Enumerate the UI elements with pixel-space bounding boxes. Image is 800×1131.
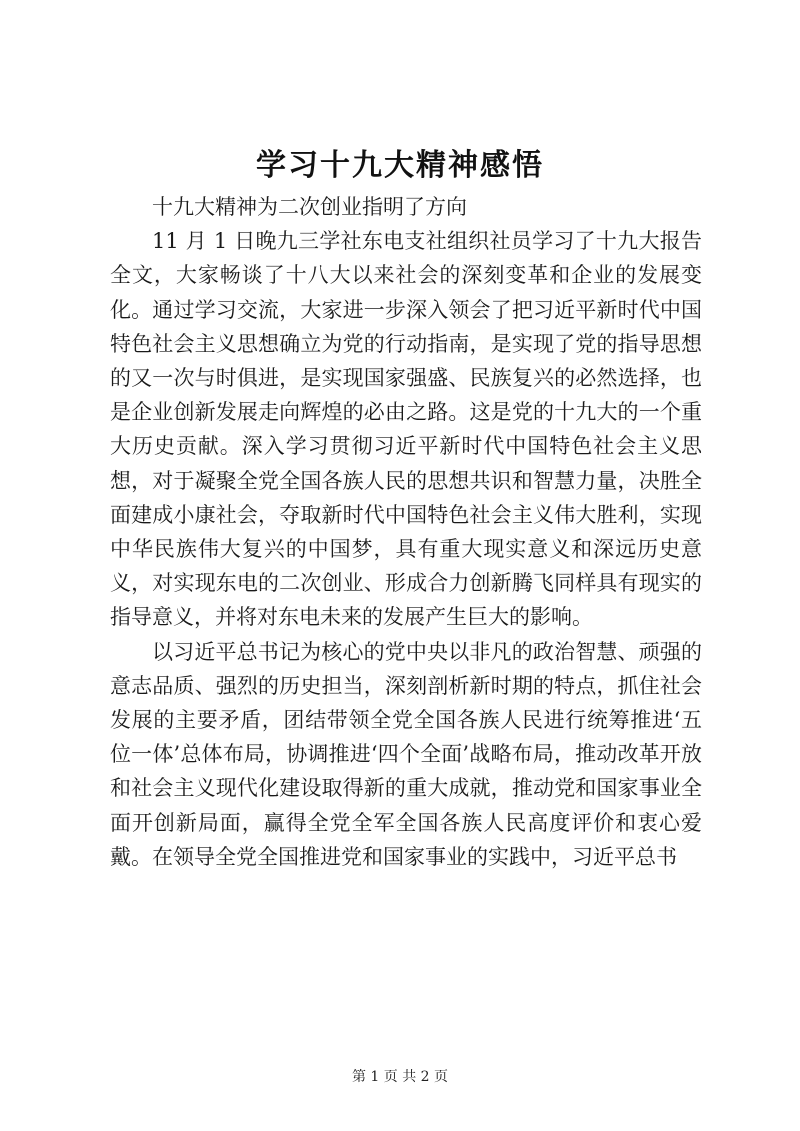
page-footer: 第 1 页 共 2 页 — [351, 1069, 449, 1085]
paragraph-2: 以习近平总书记为核心的党中央以非凡的政治智慧、顽强的意志品质、强烈的历史担当，深刻剖析新时期的特点，抓住社会发展的主要矛盾，团结带领全党全国各族人民进行统筹推进‘五位一体’总体布局，协调推进‘四个全面’战略布局，推动改革开放和社会主义现代化建设取得新的重大成就，推动党和国家事业全面开创新局面，赢得全党全军全国各族人民高度评价和衷心爱戴。在领导全党全国推进党和国家事业的实践中，习近平总书 — [110, 639, 702, 869]
paragraph-subtitle: 十九大精神为二次创业指明了方向 — [152, 195, 467, 219]
paragraph-1: 11 月 1 日晚九三学社东电支社组织社员学习了十九大报告全文，大家畅谈了十八大以来社会的深刻变革和企业的发展变化。通过学习交流，大家进一步深入领会了把习近平新时代中国特色社会主义思想确立为党的行动指南，是实现了党的指导思想的又一次与时俱进，是实现国家强盛、民族复兴的必然选择，也是企业创新发展走向辉煌的必由之路。这是党的十九大的一个重大历史贡献。深入学习贯彻习近平新时代中国特色社会主义思想，对于凝聚全党全国各族人民的思想共识和智慧力量，决胜全面建成小康社会，夺取新时代中国特色社会主义伟大胜利，实现中华民族伟大复兴的中国梦，具有重大现实意义和深远历史意义，对实现东电的二次创业、形成合力创新腾飞同样具有现实的指导意义，并将对东电未来的发展产生巨大的影响。 — [110, 229, 702, 630]
document-body — [110, 190, 702, 874]
document-title: 学习十九大精神感悟 — [256, 148, 544, 183]
